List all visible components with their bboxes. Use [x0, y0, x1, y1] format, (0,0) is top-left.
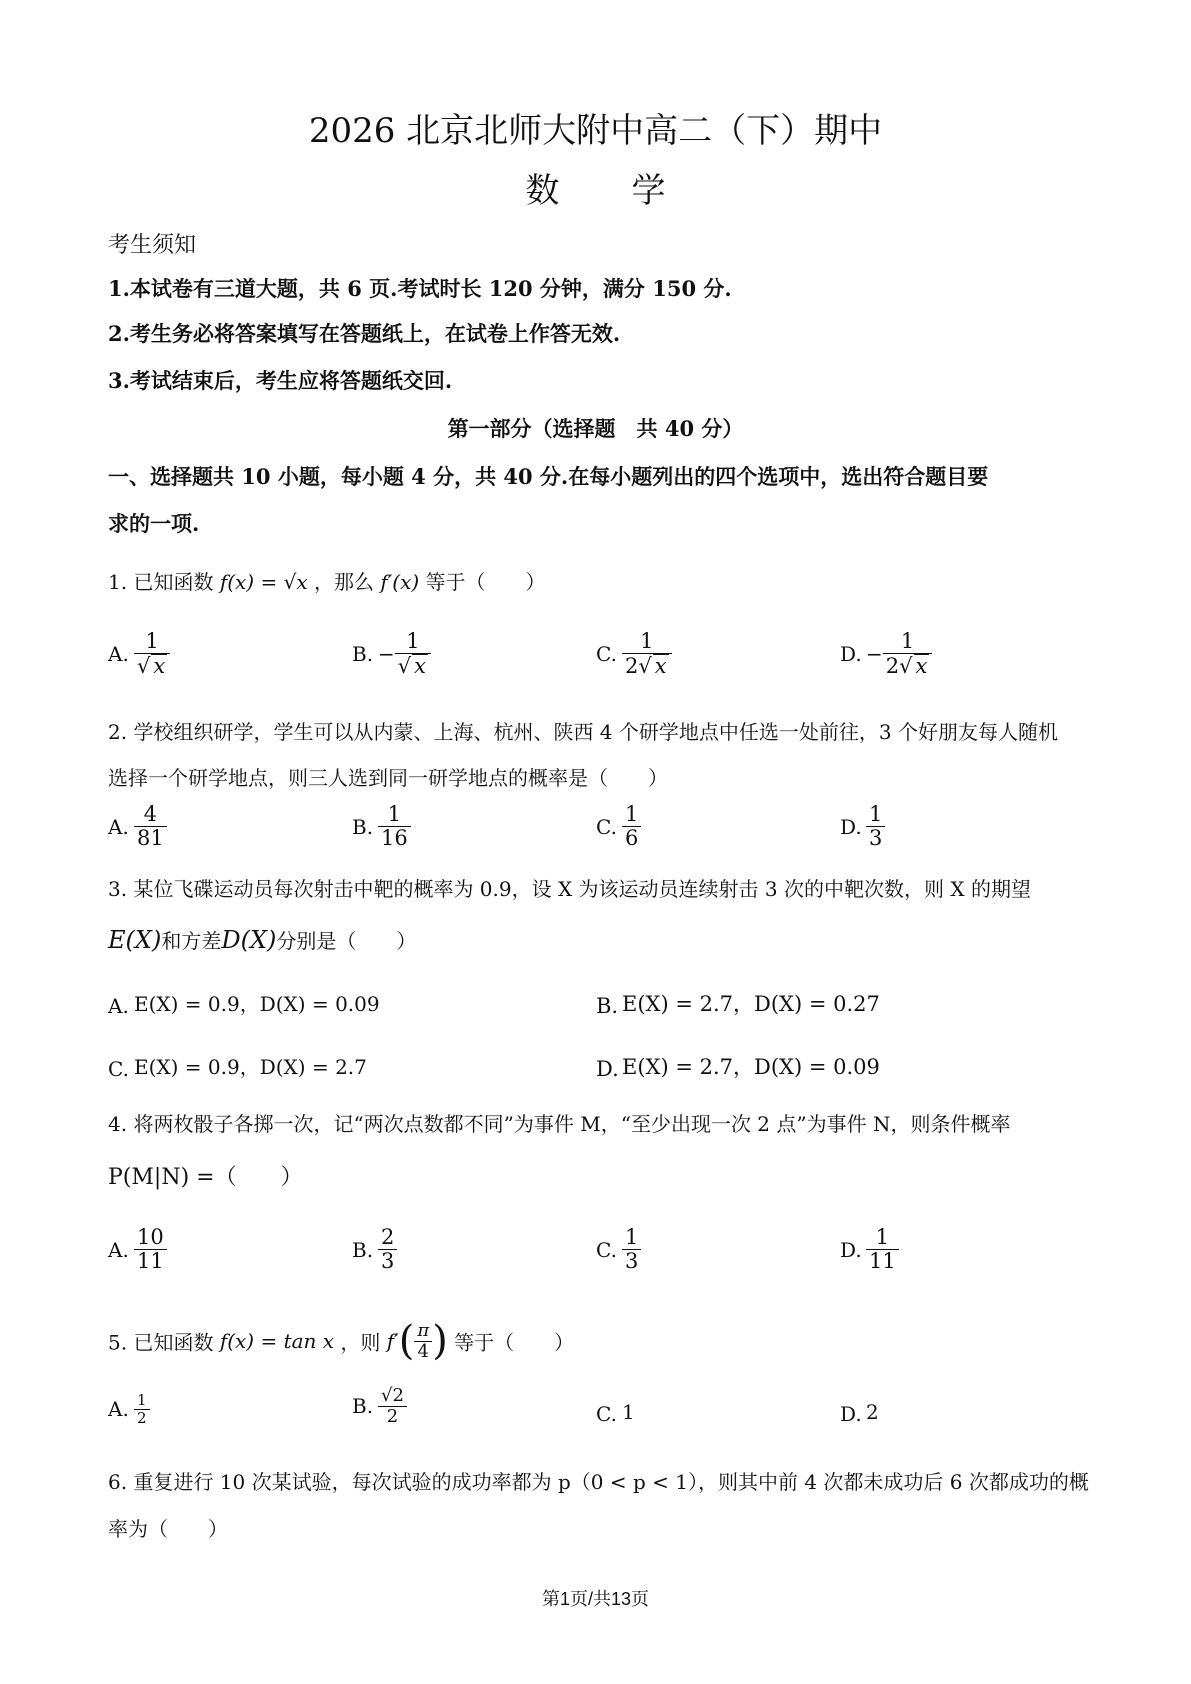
- q1-option-a[interactable]: A. $\frac{1}{√ x}$: [108, 630, 170, 678]
- notice-rule-2: 2.考生务必将答案填写在答题纸上，在试卷上作答无效.: [108, 321, 621, 346]
- question-3-line2: E(X)和方差D(X)分别是（ ）: [108, 926, 417, 954]
- q5-option-c[interactable]: C. 1: [596, 1400, 635, 1426]
- q2-option-d[interactable]: D. $\frac{1}{3}$: [840, 803, 885, 850]
- q1-function: f(x) = √x: [219, 570, 308, 594]
- question-4-line2: P(M|N) =（ ）: [108, 1165, 303, 1190]
- question-3-line1: 3. 某位飞碟运动员每次射击中靶的概率为 0.9，设 X 为该运动员连续射击 3 次的中靶次数，则 X 的期望: [108, 877, 1031, 901]
- q5-option-a[interactable]: A. $\frac{1}{2}$: [108, 1392, 150, 1426]
- q3-option-c[interactable]: C. E(X) = 0.9，D(X) = 2.7: [108, 1055, 367, 1081]
- q1-suffix: 等于（ ）: [425, 570, 546, 594]
- q1-mid: ，那么: [313, 570, 374, 594]
- q3-option-a[interactable]: A. E(X) = 0.9，D(X) = 0.09: [108, 992, 380, 1018]
- q2-option-a[interactable]: A. $\frac{4}{81}$: [108, 803, 167, 850]
- q4-option-c[interactable]: C. $\frac{1}{3}$: [596, 1226, 641, 1273]
- question-6-line2: 率为（ ）: [108, 1517, 228, 1541]
- question-2-line1: 2. 学校组织研学，学生可以从内蒙、上海、杭州、陕西 4 个研学地点中任选一处前往，3 个好朋友每人随机: [108, 720, 1058, 744]
- part-heading: 第一部分（选择题 共 40 分）: [447, 416, 744, 441]
- q3-option-d[interactable]: D. E(X) = 2.7，D(X) = 0.09: [596, 1055, 880, 1081]
- question-1-stem: [108, 566, 546, 595]
- q1-option-b[interactable]: B. − $\frac{1}{√ x}$: [352, 630, 431, 678]
- q4-option-d[interactable]: D. $\frac{1}{11}$: [840, 1226, 899, 1273]
- q4-option-a[interactable]: A. $\frac{10}{11}$: [108, 1226, 167, 1273]
- notice-heading: 考生须知: [108, 233, 197, 258]
- q1-option-d[interactable]: D. − $\frac{1}{2√ x}$: [840, 630, 932, 678]
- q1-b-fraction: $\frac{1}{√ x}$: [395, 630, 431, 678]
- q1-prefix: 1. 已知函数: [108, 570, 214, 594]
- q3-option-b[interactable]: B. E(X) = 2.7，D(X) = 0.27: [596, 992, 880, 1018]
- question-6-line1: 6. 重复进行 10 次某试验，每次试验的成功率都为 p（0 < p < 1），则其中前 4 次都未成功后 6 次都成功的概: [108, 1470, 1089, 1494]
- question-5-stem: 5. 已知函数 f(x) = tan x ，则 f′( $\frac{\pi}{4}$ ) 等于（ ）: [108, 1318, 575, 1364]
- page-number: 第1页/共13页: [541, 1589, 650, 1609]
- notice-rule-3: 3.考试结束后，考生应将答题纸交回.: [108, 368, 453, 393]
- q1-a-fraction: $\frac{1}{√ x}$: [134, 630, 170, 678]
- notice-rule-1: 1.本试卷有三道大题，共 6 页.考试时长 120 分钟，满分 150 分.: [108, 276, 732, 301]
- section-heading-line1: 一、选择题共 10 小题，每小题 4 分，共 40 分.在每小题列出的四个选项中，选出符合题目要: [108, 464, 989, 489]
- q2-option-b[interactable]: B. $\frac{1}{16}$: [352, 803, 411, 850]
- q1-d-fraction: $\frac{1}{2√ x}$: [883, 630, 933, 678]
- exam-subject: 数学: [525, 171, 738, 211]
- q5-option-b[interactable]: B. $\frac{√2}{2}$: [352, 1386, 407, 1427]
- q1-derivative: f′(x): [380, 570, 420, 594]
- section-heading-line2: 求的一项.: [108, 511, 200, 536]
- q1-c-fraction: $\frac{1}{2√ x}$: [622, 630, 672, 678]
- exam-title: 2026 北京北师大附中高二（下）期中: [308, 111, 883, 151]
- q2-option-c[interactable]: C. $\frac{1}{6}$: [596, 803, 641, 850]
- q5-option-d[interactable]: D. 2: [840, 1400, 879, 1426]
- question-4-line1: 4. 将两枚骰子各掷一次，记“两次点数都不同”为事件 M，“至少出现一次 2 点”为事件 N，则条件概率: [108, 1112, 1011, 1136]
- q1-option-c[interactable]: C. $\frac{1}{2√ x}$: [596, 630, 672, 678]
- q4-option-b[interactable]: B. $\frac{2}{3}$: [352, 1226, 397, 1273]
- question-2-line2: 选择一个研学地点，则三人选到同一研学地点的概率是（ ）: [108, 766, 668, 790]
